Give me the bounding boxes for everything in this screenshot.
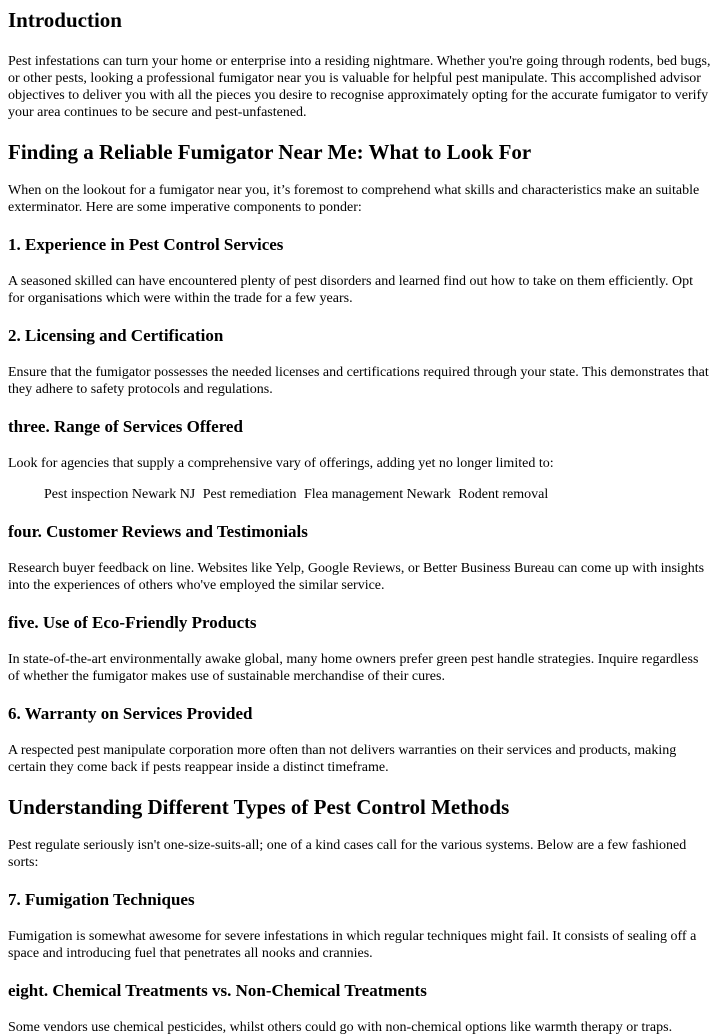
item-paragraph-warranty: A respected pest manipulate corporation more often than not delivers warranties on their services and products, making certain they come back if pests reappear inside a distinct timeframe.	[8, 743, 677, 775]
list-item: Pest remediation	[202, 487, 297, 502]
item-heading-warranty: 6. Warranty on Services Provided	[8, 704, 253, 723]
item-paragraph-reviews: Research buyer feedback on line. Websites like Yelp, Google Reviews, or Better Business Bureau can come up with insights into the experiences of others who've employed the similar service.	[8, 561, 705, 593]
methods-heading: Understanding Different Types of Pest Control Methods	[8, 795, 510, 819]
item-paragraph-fumigation: Fumigation is somewhat awesome for severe infestations in which regular techniques might fail. It consists of sealing off a space and introducing fuel that penetrates all nooks and crannies.	[8, 929, 697, 961]
intro-heading: Introduction	[8, 8, 122, 32]
item-paragraph-services: Look for agencies that supply a comprehensive vary of offerings, adding yet no longer limited to:	[8, 456, 554, 471]
item-paragraph-chemical: Some vendors use chemical pesticides, whilst others could go with non-chemical options like warmth therapy or traps.	[8, 1020, 673, 1035]
item-heading-fumigation: 7. Fumigation Techniques	[8, 890, 195, 909]
list-item: Rodent removal	[458, 487, 549, 502]
list-item: Pest inspection Newark NJ	[44, 487, 196, 502]
methods-paragraph: Pest regulate seriously isn't one-size-suits-all; one of a kind cases call for the various systems. Below are a few fashioned sorts:	[8, 838, 687, 870]
item-paragraph-licensing: Ensure that the fumigator possesses the needed licenses and certifications required through your state. This demonstrates that they adhere to safety protocols and regulations.	[8, 365, 709, 397]
item-heading-licensing: 2. Licensing and Certification	[8, 326, 224, 345]
item-paragraph-experience: A seasoned skilled can have encountered plenty of pest disorders and learned find out how to take on them efficiently. Opt for organisations which were within the trade for a few years.	[8, 274, 694, 306]
item-heading-reviews: four. Customer Reviews and Testimonials	[8, 522, 308, 541]
item-paragraph-eco: In state-of-the-art environmentally awake global, many home owners prefer green pest handle strategies. Inquire regardless of whether the fumigator makes use of sustainable merchandise of their cures.	[8, 652, 699, 684]
list-item: Flea management Newark	[303, 487, 451, 502]
finding-paragraph: When on the lookout for a fumigator near you, it’s foremost to comprehend what skills and characteristics make an suitable exterminator. Here are some imperative components to ponder:	[8, 183, 700, 215]
article	[0, 7, 720, 1036]
services-list	[8, 486, 712, 503]
item-heading-experience: 1. Experience in Pest Control Services	[8, 235, 284, 254]
intro-paragraph: Pest infestations can turn your home or enterprise into a residing nightmare. Whether you're going through rodents, bed bugs, or other pests, looking a professional fumigator near you is valuable for helpful pest manipulate. This accomplished advisor objectives to deliver you with all the pieces you desire to recognise approximately opting for the accurate fumigator to verify your area continues to be secure and pest-unfastened.	[8, 54, 711, 120]
item-heading-chemical: eight. Chemical Treatments vs. Non-Chemical Treatments	[8, 981, 427, 1000]
item-heading-eco: five. Use of Eco-Friendly Products	[8, 613, 257, 632]
finding-heading: Finding a Reliable Fumigator Near Me: What to Look For	[8, 140, 532, 164]
item-heading-services: three. Range of Services Offered	[8, 417, 243, 436]
